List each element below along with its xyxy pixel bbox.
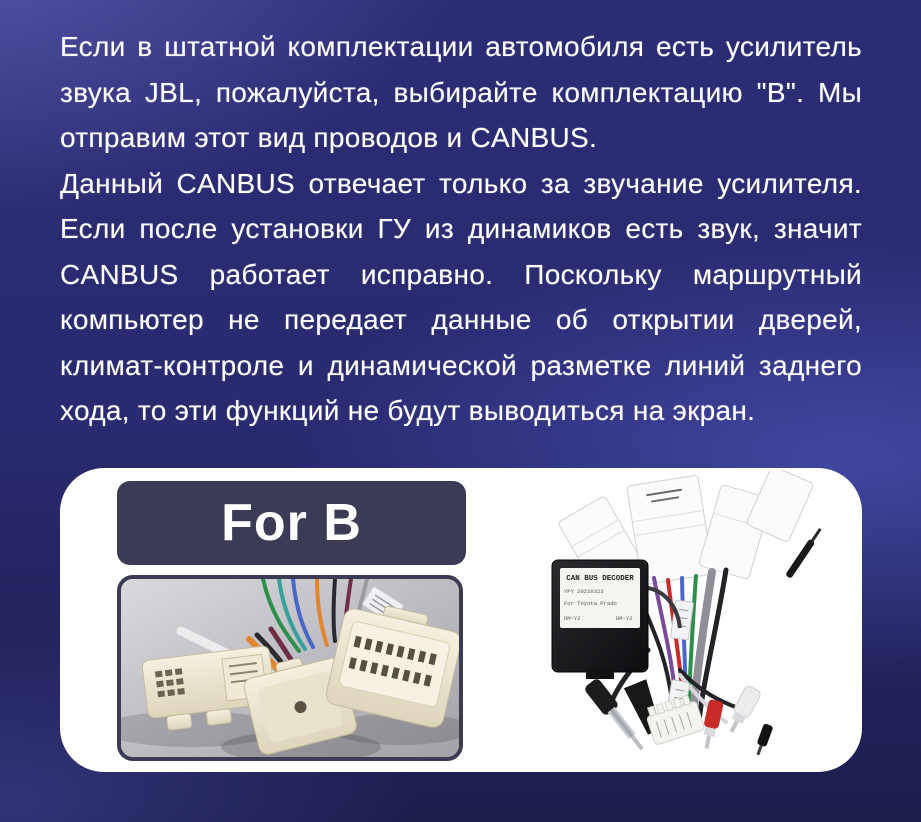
- decoder-label-line4-left: DM-Y2: [564, 615, 581, 622]
- description-paragraph-1: Если в штатной комплектации автомобиля есть усилитель звука JBL, пожалуйста, выбирайте комплектацию "B". Мы отправим этот вид проводов и CANBUS.: [60, 31, 862, 153]
- rca-plug-white: [724, 685, 762, 736]
- decoder-label-line4-right: DM-Y2: [616, 615, 633, 622]
- plug-black-small: [753, 723, 773, 756]
- harness-photo: [530, 470, 860, 770]
- connectors-photo: [117, 575, 463, 761]
- description-text: [60, 24, 862, 434]
- variant-badge: [117, 481, 466, 565]
- decoder-label-line2: YPY 20210323: [564, 588, 604, 595]
- decoder-label-line3: For Toyota Prado: [564, 600, 617, 607]
- variant-badge-label: For B: [221, 494, 362, 552]
- decoder-label-title: CAN BUS DECODER: [566, 575, 634, 583]
- harness-illustration: [530, 470, 860, 770]
- description-paragraph-2: Данный CANBUS отвечает только за звучание усилителя. Если после установки ГУ из динамиков есть звук, значит CANBUS работает исправно. Поскольку маршрутный компьютер не передает данные об открытии дверей, климат-контроле и динамической разметке линий заднего хода, то эти функций не будут выводиться на экран.: [60, 167, 862, 426]
- connectors-photo-illustration: [121, 579, 459, 757]
- product-card: [60, 468, 862, 772]
